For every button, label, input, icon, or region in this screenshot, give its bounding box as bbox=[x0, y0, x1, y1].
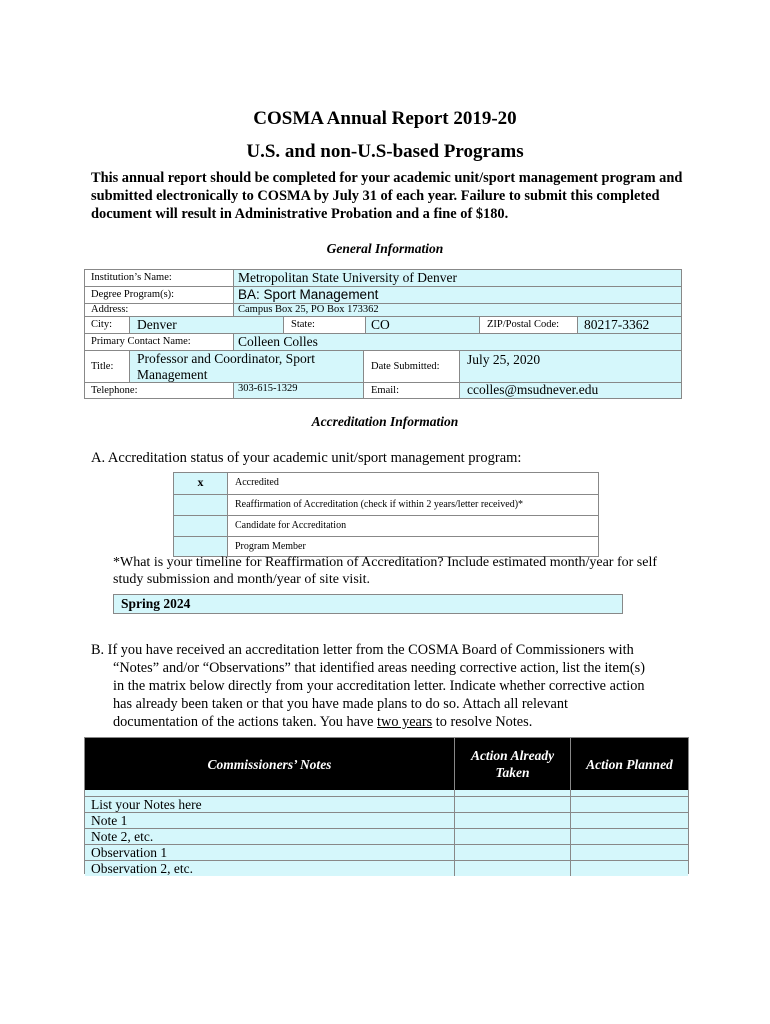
notes-table-row bbox=[85, 828, 688, 844]
accreditation-option-row bbox=[174, 473, 598, 494]
notes-table-row bbox=[85, 860, 688, 876]
question-b-line-2: “Notes” and/or “Observations” that identified areas needing corrective action, list the item(s) bbox=[113, 660, 645, 676]
action-taken-cell[interactable] bbox=[454, 845, 570, 860]
note-text-cell[interactable]: Note 1 bbox=[91, 813, 128, 828]
action-planned-cell[interactable] bbox=[570, 845, 688, 860]
action-planned-cell[interactable] bbox=[570, 861, 688, 876]
contact-field[interactable]: Colleen Colles bbox=[238, 334, 318, 349]
col-header-action-taken: Action Already Taken bbox=[454, 738, 570, 790]
commissioners-notes-table bbox=[84, 737, 689, 874]
accreditation-heading: Accreditation Information bbox=[311, 414, 459, 429]
telephone-label: Telephone: bbox=[91, 385, 138, 396]
report-subtitle: U.S. and non-U.S-based Programs bbox=[246, 141, 524, 162]
two-years-emphasis: two years bbox=[377, 714, 433, 730]
accreditation-checkbox[interactable]: x bbox=[174, 473, 228, 494]
accreditation-option-row bbox=[174, 536, 598, 556]
accreditation-checkbox[interactable] bbox=[174, 495, 228, 515]
col-header-notes: Commissioners’ Notes bbox=[85, 738, 454, 790]
accreditation-option-label: Accredited bbox=[235, 477, 279, 488]
title-line-2: Management bbox=[137, 367, 208, 382]
accreditation-option-label: Candidate for Accreditation bbox=[235, 520, 347, 531]
institution-field[interactable]: Metropolitan State University of Denver bbox=[238, 270, 457, 285]
general-info-table bbox=[84, 269, 682, 399]
degree-label: Degree Program(s): bbox=[91, 289, 175, 300]
title-line-1: Professor and Coordinator, Sport bbox=[137, 351, 315, 366]
note-text-cell[interactable]: Note 2, etc. bbox=[91, 829, 154, 844]
city-field[interactable]: Denver bbox=[137, 317, 177, 332]
action-taken-cell[interactable] bbox=[454, 797, 570, 812]
accreditation-option-row bbox=[174, 515, 598, 536]
accreditation-option-label: Program Member bbox=[235, 541, 306, 552]
title-label: Title: bbox=[91, 361, 114, 372]
email-field[interactable]: ccolles@msudnever.edu bbox=[467, 382, 599, 397]
accreditation-checkbox[interactable] bbox=[174, 516, 228, 536]
address-field[interactable]: Campus Box 25, PO Box 173362 bbox=[238, 304, 379, 315]
accreditation-status-table bbox=[173, 472, 599, 557]
action-taken-cell[interactable] bbox=[454, 861, 570, 876]
action-planned-cell[interactable] bbox=[570, 813, 688, 828]
notes-table-row bbox=[85, 796, 688, 812]
date-field[interactable]: July 25, 2020 bbox=[467, 352, 541, 367]
degree-field[interactable]: BA: Sport Management bbox=[238, 287, 379, 302]
institution-label: Institution’s Name: bbox=[91, 272, 172, 283]
state-field[interactable]: CO bbox=[371, 317, 390, 332]
general-info-heading: General Information bbox=[326, 241, 444, 256]
telephone-field[interactable]: 303-615-1329 bbox=[238, 383, 298, 394]
question-a: A. Accreditation status of your academic unit/sport management program: bbox=[91, 450, 522, 466]
note-text-cell[interactable]: Observation 1 bbox=[91, 845, 168, 860]
accreditation-option-row bbox=[174, 494, 598, 515]
timeline-question-line-2: study submission and month/year of site visit. bbox=[113, 572, 371, 587]
action-planned-cell[interactable] bbox=[570, 797, 688, 812]
notes-table-row bbox=[85, 812, 688, 828]
question-b-line-5: documentation of the actions taken. You have two years to resolve Notes. bbox=[113, 714, 533, 730]
notes-table-row bbox=[85, 844, 688, 860]
note-text-cell[interactable]: List your Notes here bbox=[91, 797, 202, 812]
timeline-answer-text: Spring 2024 bbox=[121, 596, 191, 611]
question-b-line-4: has already been taken or that you have made plans to do so. Attach all relevant bbox=[113, 696, 568, 712]
address-label: Address: bbox=[91, 304, 129, 315]
report-title: COSMA Annual Report 2019-20 bbox=[253, 108, 517, 129]
timeline-answer-field[interactable] bbox=[113, 594, 623, 614]
date-label: Date Submitted: bbox=[371, 361, 440, 372]
question-b-line-1: B. If you have received an accreditation letter from the COSMA Board of Commissioners with bbox=[91, 642, 634, 658]
accreditation-option-label: Reaffirmation of Accreditation (check if within 2 years/letter received)* bbox=[235, 499, 524, 510]
contact-label: Primary Contact Name: bbox=[91, 336, 191, 347]
action-taken-cell[interactable] bbox=[454, 813, 570, 828]
state-label: State: bbox=[291, 319, 315, 330]
action-planned-cell[interactable] bbox=[570, 829, 688, 844]
zip-field[interactable]: 80217-3362 bbox=[584, 317, 650, 332]
intro-text: This annual report should be completed for your academic unit/sport management program and submitted electronically to COSMA by July 31 of each year. Failure to submit this completed document will result in Administrative Probation and a fine of $180. bbox=[91, 170, 683, 222]
title-field[interactable] bbox=[129, 351, 363, 382]
city-label: City: bbox=[91, 319, 113, 330]
zip-label: ZIP/Postal Code: bbox=[487, 319, 560, 330]
question-b-line-3: in the matrix below directly from your accreditation letter. Indicate whether corrective action bbox=[113, 678, 645, 694]
email-label: Email: bbox=[371, 385, 399, 396]
timeline-question-line-1: *What is your timeline for Reaffirmation of Accreditation? Include estimated month/year for self bbox=[113, 555, 658, 570]
note-text-cell[interactable]: Observation 2, etc. bbox=[91, 861, 193, 876]
col-header-action-planned: Action Planned bbox=[570, 738, 688, 790]
action-taken-cell[interactable] bbox=[454, 829, 570, 844]
